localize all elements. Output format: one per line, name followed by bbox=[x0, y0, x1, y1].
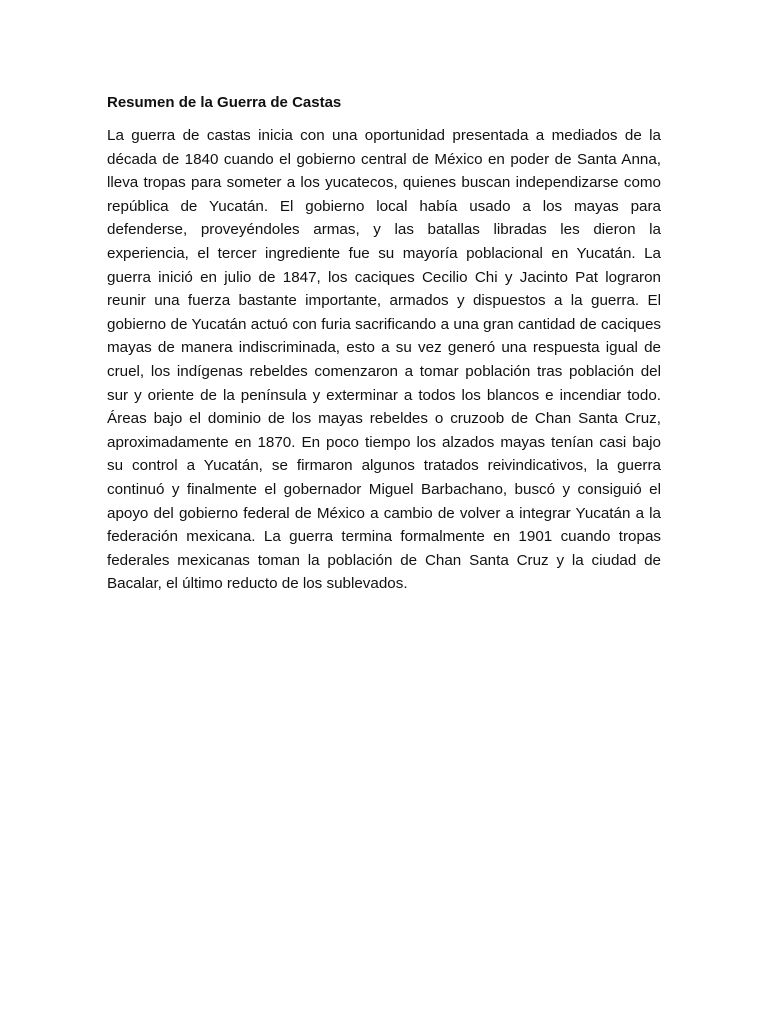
document-title: Resumen de la Guerra de Castas bbox=[107, 94, 342, 111]
document-body-paragraph: La guerra de castas inicia con una oportunidad presentada a mediados de la década de 1840 cuando el gobierno central de México en poder de Santa Anna, lleva tropas para someter a los yucatecos, quienes buscan independizarse como república de Yucatán. El gobierno local había usado a los mayas para defenderse, proveyéndoles armas, y las batallas libradas les dieron la experiencia, el tercer ingrediente fue su mayoría poblacional en Yucatán. La guerra inició en julio de 1847, los caciques Cecilio Chi y Jacinto Pat lograron reunir una fuerza bastante importante, armados y dispuestos a la guerra. El gobierno de Yucatán actuó con furia sacrificando a una gran cantidad de caciques mayas de manera indiscriminada, esto a su vez generó una respuesta igual de cruel, los indígenas rebeldes comenzaron a tomar población tras población del sur y oriente de la península y exterminar a todos los blancos e incendiar todo. Áreas bajo el dominio de los mayas rebeldes o cruzoob de Chan Santa Cruz, aproximadamente en 1870. En poco tiempo los alzados mayas tenían casi bajo su control a Yucatán, se firmaron algunos tratados reivindicativos, la guerra continuó y finalmente el gobernador Miguel Barbachano, buscó y consiguió el apoyo del gobierno federal de México a cambio de volver a integrar Yucatán a la federación mexicana. La guerra termina formalmente en 1901 cuando tropas federales mexicanas toman la población de Chan Santa Cruz y la ciudad de Bacalar, el último reducto de los sublevados. bbox=[107, 127, 661, 593]
